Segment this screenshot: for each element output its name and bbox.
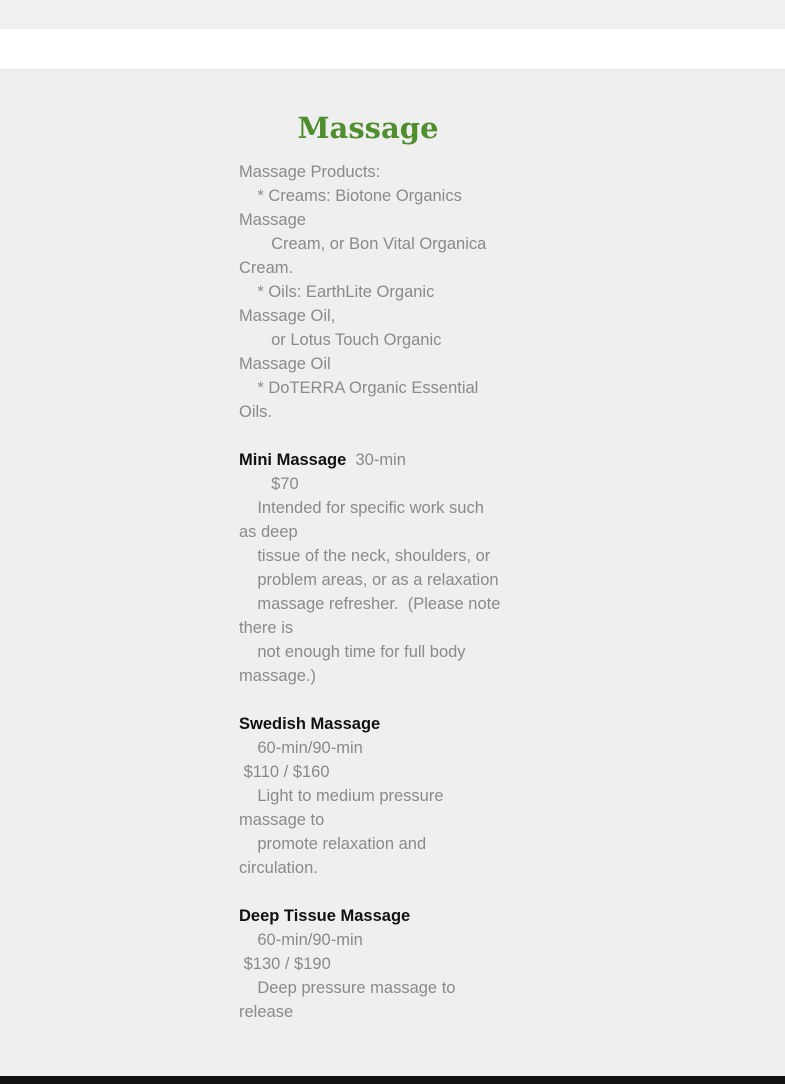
service-price: $130 / $190 (243, 955, 331, 973)
product-line: * Creams: Biotone Organics Massage (239, 187, 467, 229)
service-price-row (239, 472, 501, 496)
service-description-line: Light to medium pressure massage to (239, 787, 449, 829)
product-line: Cream, or Bon Vital Organica Cream. (239, 235, 491, 277)
page-title: Massage (297, 111, 439, 145)
service-description-line: problem areas, or as a relaxation (239, 571, 499, 589)
service-heading-row (239, 448, 501, 472)
service-mini-massage (239, 448, 505, 688)
service-description-line: promote relaxation and circulation. (239, 835, 431, 877)
products-section (239, 160, 501, 424)
service-description-line: tissue of the neck, shoulders, or (239, 547, 491, 565)
product-line: * Oils: EarthLite Organic Massage Oil, (239, 283, 439, 325)
bottom-bar (0, 1076, 785, 1084)
service-price-row (239, 760, 501, 784)
service-name: Deep Tissue Massage (239, 907, 411, 925)
service-duration: 30-min (355, 451, 406, 469)
service-duration-row (239, 736, 501, 760)
service-price-row (239, 952, 501, 976)
service-name: Swedish Massage (239, 715, 381, 733)
service-duration: 60-min/90-min (257, 739, 363, 757)
service-duration-row (239, 928, 501, 952)
service-price: $110 / $160 (243, 763, 330, 781)
products-heading: Massage Products: (239, 163, 381, 181)
product-line: or Lotus Touch Organic Massage Oil (239, 331, 446, 373)
service-description-line: massage refresher. (Please note there is (239, 595, 505, 637)
product-line: * DoTERRA Organic Essential Oils. (239, 379, 483, 421)
service-deep-tissue-massage (239, 904, 501, 1024)
service-duration: 60-min/90-min (257, 931, 363, 949)
service-name: Mini Massage (239, 451, 347, 469)
massage-content (239, 108, 505, 1048)
header-band (0, 29, 785, 70)
service-description-line: Intended for specific work such as deep (239, 499, 489, 541)
service-description-line: Deep pressure massage to release (239, 979, 461, 1021)
service-swedish-massage (239, 712, 501, 880)
service-description-line: not enough time for full body massage.) (239, 643, 471, 685)
top-strip (0, 0, 785, 29)
service-price: $70 (271, 475, 299, 493)
